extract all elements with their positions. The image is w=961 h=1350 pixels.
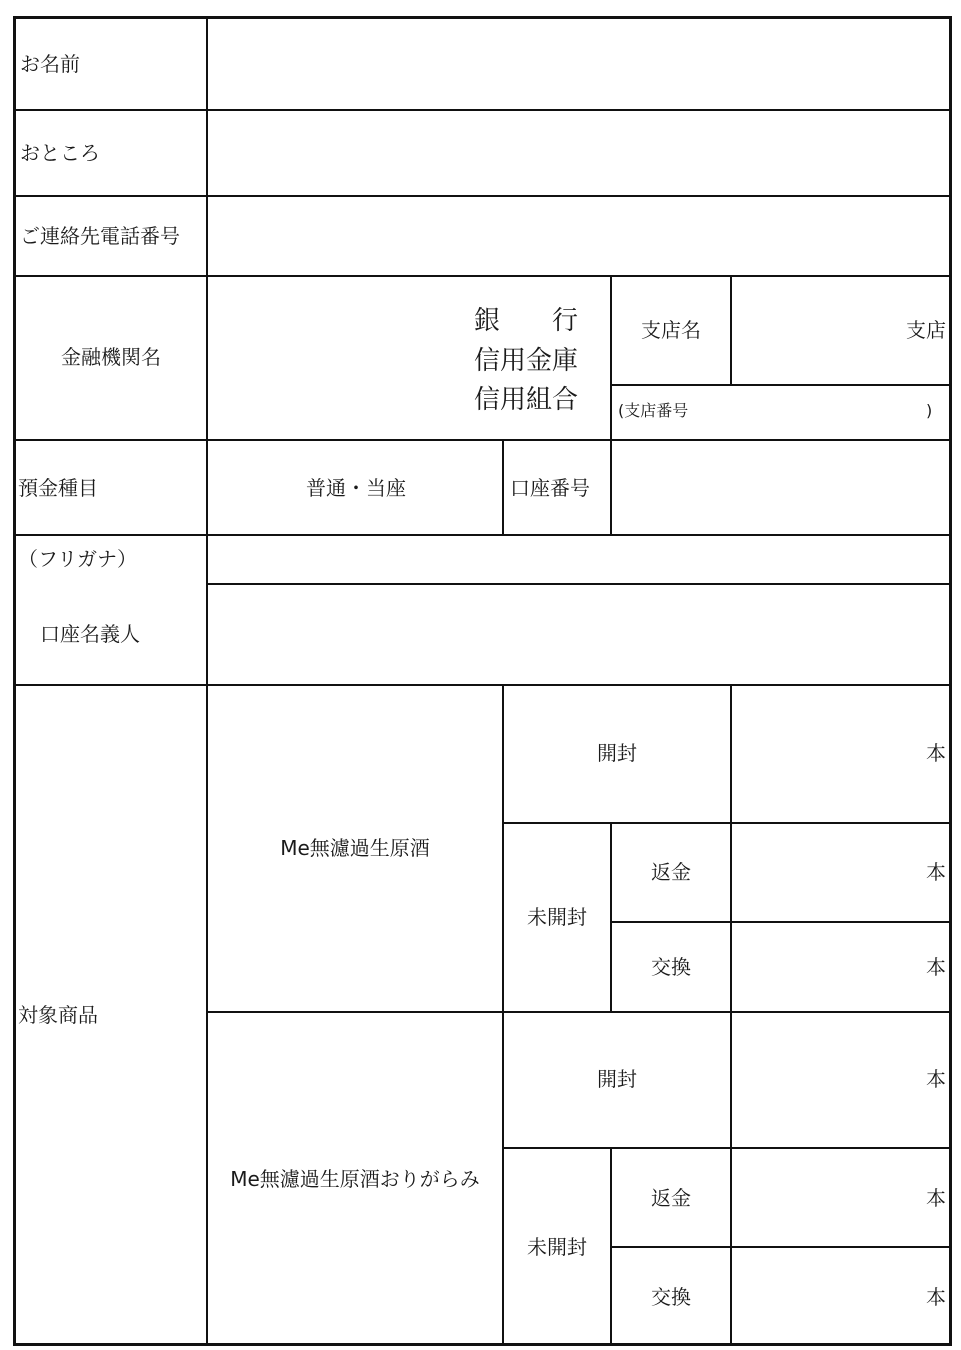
bank-label: 金融機関名	[61, 345, 161, 369]
grid-line	[730, 275, 732, 386]
grid-line	[206, 16, 208, 1346]
grid-line	[502, 684, 504, 1346]
deposit-type-value[interactable]: 普通・当座	[306, 476, 406, 500]
grid-line	[730, 684, 732, 1346]
refund-label: 返金	[651, 860, 691, 884]
grid-line	[13, 275, 952, 277]
unit-label: 本	[926, 1186, 946, 1210]
product2-exchange-qty-input[interactable]	[733, 1249, 913, 1343]
grid-line	[502, 822, 952, 824]
phone-input[interactable]	[209, 198, 949, 275]
unit-label: 本	[926, 741, 946, 765]
unit-label: 本	[926, 1067, 946, 1091]
unopened-label: 未開封	[527, 1235, 587, 1259]
exchange-label: 交換	[651, 1285, 691, 1309]
grid-line	[13, 195, 952, 197]
refund-label: 返金	[651, 1186, 691, 1210]
grid-line	[13, 439, 952, 441]
address-label: おところ	[20, 141, 100, 165]
branch-name-input[interactable]	[733, 278, 893, 384]
grid-line	[610, 275, 612, 441]
product-name: Me無濾過生原酒おりがらみ	[230, 1167, 480, 1191]
grid-line	[13, 534, 952, 536]
product2-refund-qty-input[interactable]	[733, 1150, 913, 1246]
grid-line	[13, 109, 952, 111]
grid-line	[949, 16, 952, 1346]
grid-line	[610, 1147, 612, 1346]
address-input[interactable]	[209, 112, 949, 195]
branch-number-label: (支店番号	[618, 401, 689, 420]
bank-name-input[interactable]	[209, 278, 469, 439]
unit-label: 本	[926, 860, 946, 884]
bank-type-bank: 銀 行	[474, 306, 579, 336]
branch-label: 支店名	[641, 318, 701, 342]
furigana-label: （フリガナ）	[18, 547, 137, 571]
grid-line	[502, 439, 504, 536]
unopened-label: 未開封	[527, 905, 587, 929]
product1-exchange-qty-input[interactable]	[733, 924, 913, 1011]
product1-opened-qty-input[interactable]	[733, 687, 913, 822]
opened-label: 開封	[597, 741, 637, 765]
phone-label: ご連絡先電話番号	[20, 224, 180, 248]
furigana-input[interactable]	[209, 537, 949, 583]
grid-line	[13, 16, 16, 1346]
grid-line	[610, 1246, 952, 1248]
exchange-label: 交換	[651, 955, 691, 979]
opened-label: 開封	[597, 1067, 637, 1091]
grid-line	[610, 384, 952, 386]
account-number-input[interactable]	[613, 442, 949, 534]
account-number-label: 口座番号	[510, 476, 590, 500]
bank-type-shinkin: 信用金庫	[474, 346, 579, 376]
grid-line	[13, 1343, 952, 1346]
grid-line	[206, 1011, 952, 1013]
name-input[interactable]	[209, 19, 949, 109]
product1-refund-qty-input[interactable]	[733, 825, 913, 921]
grid-line	[502, 1147, 952, 1149]
product2-opened-qty-input[interactable]	[733, 1014, 913, 1147]
grid-line	[610, 822, 612, 1013]
branch-number-input[interactable]	[700, 387, 920, 439]
branch-number-close: )	[926, 401, 933, 420]
grid-line	[206, 583, 952, 585]
grid-line	[610, 439, 612, 536]
name-label: お名前	[20, 52, 80, 76]
account-holder-label: 口座名義人	[40, 622, 140, 646]
deposit-type-label: 預金種目	[18, 476, 98, 500]
grid-line	[610, 921, 952, 923]
grid-line	[13, 684, 952, 686]
target-products-label: 対象商品	[18, 1003, 98, 1027]
account-holder-input[interactable]	[209, 586, 949, 684]
bank-type-kumiai: 信用組合	[474, 385, 579, 415]
unit-label: 本	[926, 1285, 946, 1309]
unit-label: 本	[926, 955, 946, 979]
product-name: Me無濾過生原酒	[280, 836, 430, 860]
branch-suffix: 支店	[906, 318, 946, 342]
